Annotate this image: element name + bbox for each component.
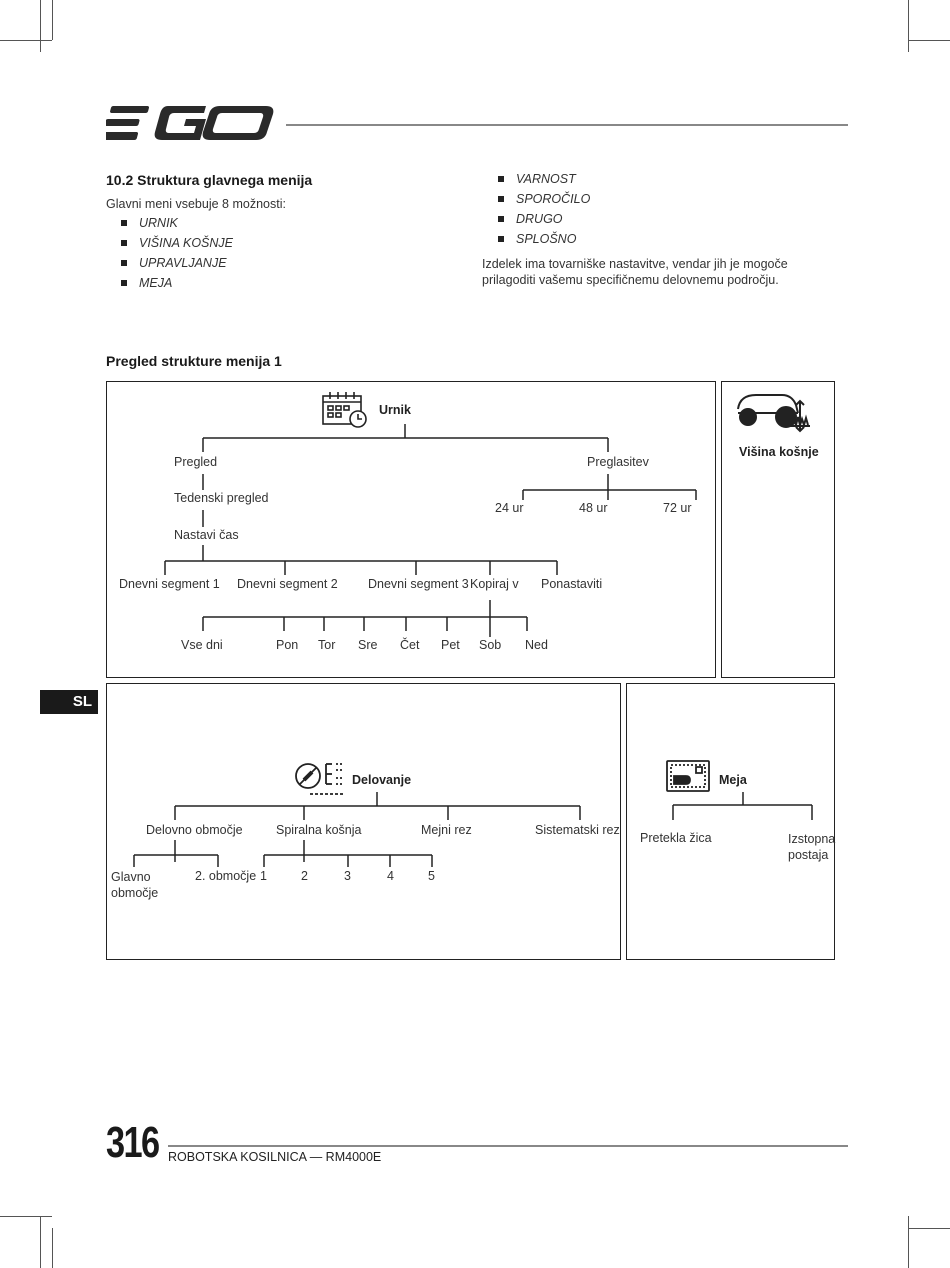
menu-node: Kopiraj v xyxy=(470,577,519,591)
delovanje-title: Delovanje xyxy=(352,773,412,787)
menu-node: Izstopna postaja xyxy=(788,832,836,862)
list-item: SPOROČILO xyxy=(516,192,591,206)
menu-node: 48 ur xyxy=(579,501,608,515)
menu-node: Nastavi čas xyxy=(174,528,239,542)
operation-icon xyxy=(294,760,350,796)
menu-node: Mejni rez xyxy=(421,823,472,837)
menu-node: 3 xyxy=(344,869,351,883)
menu-node: Ponastaviti xyxy=(541,577,603,591)
menu-node: 1 xyxy=(260,869,267,883)
menu-node: Sre xyxy=(358,638,378,652)
visina-title: Višina košnje xyxy=(739,445,819,459)
list-item: VIŠINA KOŠNJE xyxy=(139,236,234,250)
menu-node: Delovno območje xyxy=(146,823,243,837)
list-item: URNIK xyxy=(139,216,178,230)
menu-node: Pretekla žica xyxy=(640,831,712,845)
menu-node: Tedenski pregled xyxy=(174,491,269,505)
menu-node: 4 xyxy=(387,869,394,883)
meja-title: Meja xyxy=(719,773,747,787)
menu-node: Spiralna košnja xyxy=(276,823,362,837)
svg-text:EGO: EGO xyxy=(106,104,109,105)
menu-node: Dnevni segment 1 xyxy=(119,577,220,591)
footer-product: ROBOTSKA KOSILNICA — RM4000E xyxy=(168,1150,382,1164)
language-tab: SL xyxy=(40,690,98,714)
footer-rule xyxy=(168,1145,848,1147)
menu-node: 5 xyxy=(428,869,435,883)
section-intro: Glavni meni vsebuje 8 možnosti: xyxy=(106,197,286,211)
section-heading: 10.2 Struktura glavnega menija xyxy=(106,172,313,188)
mower-height-icon xyxy=(734,391,812,435)
menu-node: Pregled xyxy=(174,455,218,469)
menu-node: Pon xyxy=(276,638,299,652)
menu-node: Vse dni xyxy=(181,638,223,652)
menu-node: 2 xyxy=(301,869,308,883)
list-item: DRUGO xyxy=(516,212,563,226)
menu-node: 2. območje xyxy=(195,869,257,883)
menu-node: Preglasitev xyxy=(587,455,649,469)
menu-node: Glavno območje xyxy=(111,870,159,900)
list-item: MEJA xyxy=(139,276,173,290)
menu-node: Čet xyxy=(400,638,420,652)
menu-node: Pet xyxy=(441,638,460,652)
menu-node: Dnevni segment 3 xyxy=(368,577,469,591)
calendar-clock-icon xyxy=(321,391,371,429)
page-number: 316 xyxy=(106,1118,159,1167)
menu-node: Ned xyxy=(525,638,548,652)
menu-node: Sistematski rez xyxy=(535,823,620,837)
boundary-wire-icon xyxy=(666,760,712,794)
list-item: VARNOST xyxy=(516,172,576,186)
menu-node: 72 ur xyxy=(663,501,692,515)
section-note: Izdelek ima tovarniške nastavitve, vendar jih je mogoče prilagoditi vašemu specifičnemu delovnemu področju. xyxy=(482,257,788,287)
menu-node: 24 ur xyxy=(495,501,524,515)
menu-node: Tor xyxy=(318,638,336,652)
menu-node: Dnevni segment 2 xyxy=(237,577,338,591)
urnik-title: Urnik xyxy=(379,403,411,417)
menu-node: Sob xyxy=(479,638,502,652)
overview-heading: Pregled strukture menija 1 xyxy=(106,353,282,369)
list-item: SPLOŠNO xyxy=(516,232,577,246)
list-item: UPRAVLJANJE xyxy=(139,256,227,270)
